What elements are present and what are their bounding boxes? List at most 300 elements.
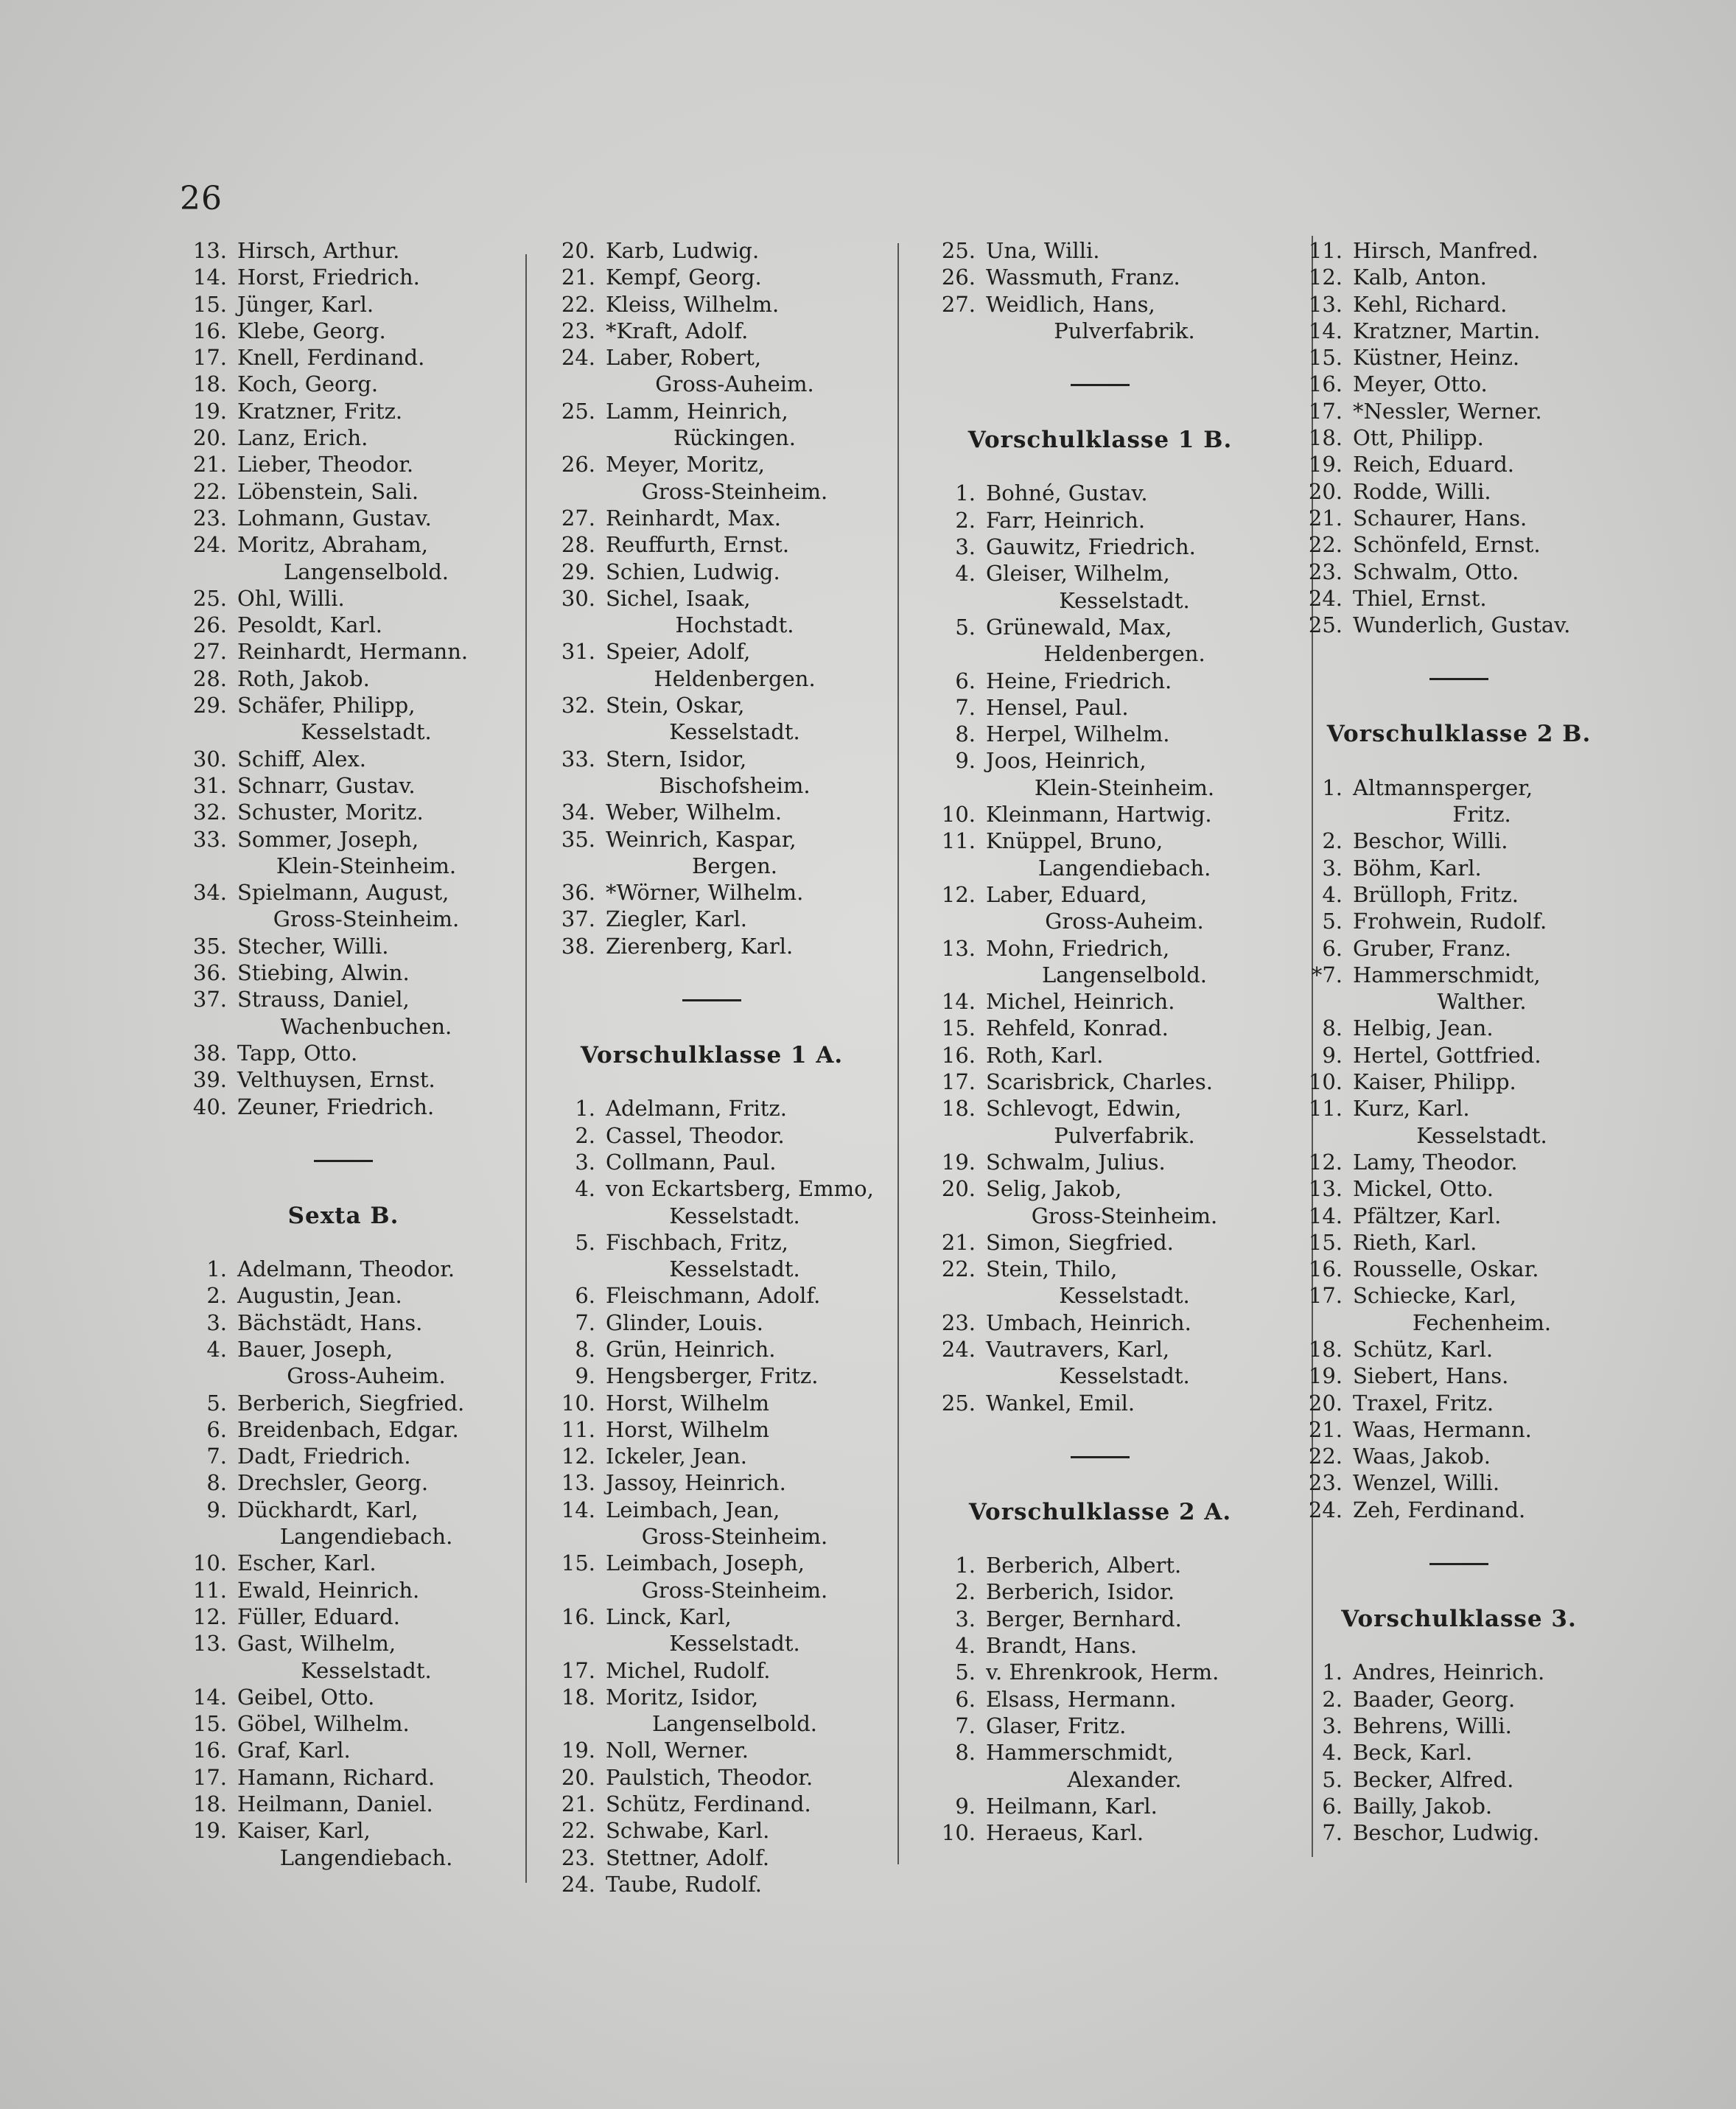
entry-number: 21.: [192, 452, 227, 478]
entry-name: Berberich, Siegfried.: [237, 1390, 465, 1416]
entry-name: Kempf, Georg.: [606, 265, 762, 290]
entry-number: 3.: [1322, 1713, 1343, 1738]
entry-number: 35.: [192, 933, 227, 959]
entry-number: 17.: [192, 345, 227, 371]
list-item: [550, 1390, 874, 1416]
entry-name: Cassel, Theodor.: [606, 1122, 785, 1148]
entry-number: 12.: [192, 1603, 227, 1629]
list-item: [550, 746, 874, 772]
entry-name: Rieth, Karl.: [1353, 1229, 1477, 1255]
list-item: [1297, 371, 1621, 397]
column-rule: [897, 243, 899, 1864]
entry-location: Kesselstadt.: [669, 1631, 800, 1657]
entry-name: Wankel, Emil.: [986, 1390, 1135, 1416]
spacer: [1297, 1632, 1621, 1659]
entry-number: 25.: [192, 585, 227, 611]
list-item: [927, 1632, 1273, 1659]
entry-location: Klein-Steinheim.: [276, 853, 457, 878]
entry-name: Hertel, Gottfried.: [1353, 1042, 1541, 1068]
entry-name: Gauwitz, Friedrich.: [986, 534, 1196, 560]
entry-name: Horst, Wilhelm: [606, 1416, 770, 1442]
entry-name: Drechsler, Georg.: [237, 1470, 429, 1496]
entry-number: 14.: [561, 1497, 595, 1522]
list-item: [550, 398, 874, 424]
entry-name: Elsass, Hermann.: [986, 1686, 1177, 1712]
list-item: [1297, 1713, 1621, 1739]
list-item: [1297, 291, 1621, 318]
entry-number: 19.: [192, 398, 227, 424]
section-divider: [1297, 665, 1621, 694]
list-item: [1297, 935, 1621, 962]
entry-number: 5.: [955, 1659, 976, 1685]
entry-number: 13.: [941, 935, 976, 961]
entry-number: 11.: [1308, 1096, 1343, 1122]
entry-name: *Wörner, Wilhelm.: [606, 880, 804, 906]
list-item: [927, 534, 1273, 560]
spacer: [927, 344, 1273, 371]
entry-number: 22.: [561, 291, 595, 317]
list-item: [927, 1739, 1273, 1766]
entry-name: Stein, Oskar,: [606, 693, 745, 718]
entry-number: 21.: [1308, 1416, 1343, 1442]
list-item: [550, 799, 874, 825]
entry-name: Gruber, Franz.: [1353, 935, 1511, 961]
entry-number: 17.: [1308, 398, 1343, 424]
entry-number: 16.: [941, 1042, 976, 1068]
spacer: [181, 1176, 505, 1203]
entry-number: 7.: [575, 1309, 595, 1335]
entry-location: Gross-Steinheim.: [641, 1577, 828, 1603]
entry-name: Simon, Siegfried.: [986, 1229, 1174, 1255]
list-item: [181, 344, 505, 371]
list-item: [550, 1684, 874, 1710]
list-item: [181, 638, 505, 665]
entry-name: Graf, Karl.: [237, 1738, 351, 1763]
entry-name: Schwalm, Otto.: [1353, 559, 1519, 584]
list-item: [1297, 344, 1621, 371]
entry-number: 23.: [941, 1309, 976, 1335]
spacer: [927, 1472, 1273, 1499]
list-item: [181, 371, 505, 397]
entry-name: Augustin, Jean.: [237, 1283, 402, 1309]
list-item: [1297, 1069, 1621, 1095]
entry-number: 12.: [1308, 1149, 1343, 1175]
entry-number: 1.: [1322, 1659, 1343, 1685]
entry-name: Selig, Jakob,: [986, 1176, 1122, 1202]
entry-name: Spielmann, August,: [237, 880, 449, 906]
list-item: [550, 1416, 874, 1443]
entry-number: 23.: [1308, 559, 1343, 584]
list-item: [1297, 1739, 1621, 1766]
list-item: [550, 1469, 874, 1496]
entry-number: 10.: [941, 802, 976, 828]
entry-number: 16.: [1308, 1256, 1343, 1282]
list-item: [927, 1390, 1273, 1416]
entry-number: 11.: [561, 1416, 595, 1442]
entry-number: 8.: [206, 1470, 227, 1496]
entry-name: Berberich, Isidor.: [986, 1579, 1175, 1605]
list-item: [181, 1066, 505, 1093]
entry-name: Kratzner, Fritz.: [237, 398, 403, 424]
entry-number: 28.: [561, 532, 595, 558]
entry-location: Langenselbold.: [283, 559, 449, 584]
list-item: [927, 1713, 1273, 1739]
entry-number: 6.: [1322, 935, 1343, 961]
entry-number: 10.: [941, 1820, 976, 1846]
list-item: [181, 959, 505, 986]
list-item: [550, 933, 874, 959]
entry-number: 17.: [941, 1069, 976, 1095]
entry-location: Bergen.: [692, 853, 777, 878]
entry-number: 19.: [1308, 1363, 1343, 1389]
entry-name: Leimbach, Joseph,: [606, 1550, 805, 1576]
entry-name: Tapp, Otto.: [237, 1040, 358, 1066]
entry-number: 17.: [1308, 1283, 1343, 1309]
list-item: [1297, 1469, 1621, 1496]
entry-number: 20.: [561, 238, 595, 263]
entry-name: Weinrich, Kaspar,: [606, 826, 797, 852]
list-item: [1297, 1095, 1621, 1122]
entry-location: Rückingen.: [673, 425, 796, 451]
entry-name: Horst, Friedrich.: [237, 265, 420, 290]
list-item: [927, 1659, 1273, 1685]
entry-location: Heldenbergen.: [1043, 641, 1205, 667]
entry-number: 21.: [1308, 505, 1343, 531]
entry-number: 30.: [561, 585, 595, 611]
list-item: [1297, 908, 1621, 934]
list-item: [927, 1229, 1273, 1256]
entry-number: 4.: [955, 561, 976, 587]
entry-name: Beck, Karl.: [1353, 1740, 1473, 1766]
entry-name: Baader, Georg.: [1353, 1686, 1516, 1712]
entry-number: *7.: [1311, 962, 1343, 987]
entry-number: 32.: [561, 693, 595, 718]
entry-name: Mohn, Friedrich,: [986, 935, 1170, 961]
entry-location: Kesselstadt.: [1059, 1363, 1190, 1389]
entry-location: Langenselbold.: [651, 1711, 818, 1737]
entry-name: Umbach, Heinrich.: [986, 1309, 1191, 1335]
entry-name: Meyer, Otto.: [1353, 371, 1488, 397]
list-item: [1297, 1282, 1621, 1309]
entry-number: 27.: [192, 639, 227, 665]
list-item: [550, 1443, 874, 1469]
entry-name: Sichel, Isaak,: [606, 585, 751, 611]
entry-number: 25.: [941, 1390, 976, 1416]
entry-number: 3.: [955, 534, 976, 560]
entry-number: 9.: [955, 748, 976, 774]
spacer: [181, 1229, 505, 1256]
entry-location: Kesselstadt.: [1416, 1122, 1547, 1148]
entry-name: Zierenberg, Karl.: [606, 933, 794, 959]
entry-name: Siebert, Hans.: [1353, 1363, 1509, 1389]
entry-name: *Nessler, Werner.: [1353, 398, 1542, 424]
entry-location: Bischofsheim.: [659, 772, 811, 798]
column-3: [927, 237, 1273, 1846]
list-item: [927, 988, 1273, 1015]
entry-number: 5.: [1322, 1766, 1343, 1792]
list-item: [181, 826, 505, 853]
entry-name: Weber, Wilhelm.: [606, 800, 783, 825]
entry-location: Kesselstadt.: [301, 719, 432, 745]
column-2: [550, 237, 874, 1898]
list-item: [1297, 1686, 1621, 1713]
entry-name: Speier, Adolf,: [606, 639, 751, 665]
entry-name: Schönfeld, Ernst.: [1353, 532, 1541, 558]
list-item: [181, 1336, 505, 1363]
entry-number: 22.: [192, 478, 227, 504]
entry-number: 17.: [561, 1657, 595, 1683]
entry-name: Beschor, Willi.: [1353, 828, 1508, 854]
list-item: [181, 933, 505, 959]
list-item: [1297, 1015, 1621, 1041]
spacer: [550, 959, 874, 986]
list-item: [181, 291, 505, 318]
entry-number: 2.: [575, 1122, 595, 1148]
entry-number: 7.: [1322, 1820, 1343, 1846]
list-item: [927, 237, 1273, 264]
entry-number: 26.: [192, 612, 227, 638]
list-item: [181, 451, 505, 478]
entry-name: Roth, Karl.: [986, 1042, 1104, 1068]
entry-number: 14.: [941, 989, 976, 1015]
list-item: [550, 1817, 874, 1844]
list-item: [181, 1416, 505, 1443]
list-item: [1297, 828, 1621, 854]
entry-number: 18.: [1308, 425, 1343, 451]
entry-number: 9.: [206, 1497, 227, 1522]
entry-number: 6.: [575, 1283, 595, 1309]
list-item: [550, 1095, 874, 1122]
list-item: [1297, 505, 1621, 531]
entry-name: Pfältzer, Karl.: [1353, 1203, 1502, 1228]
list-item: [181, 1282, 505, 1309]
list-item: [927, 1149, 1273, 1175]
entry-location: Kesselstadt.: [669, 1203, 800, 1228]
entry-number: 21.: [561, 265, 595, 290]
list-item: [181, 665, 505, 692]
list-item: [1297, 1497, 1621, 1523]
entry-number: 22.: [941, 1256, 976, 1282]
entry-number: 8.: [955, 721, 976, 747]
entry-number: 22.: [1308, 1444, 1343, 1469]
list-item: [181, 318, 505, 344]
entry-name: Gleiser, Wilhelm,: [986, 561, 1170, 587]
entry-number: 18.: [192, 1791, 227, 1817]
entry-name: v. Ehrenkrook, Herm.: [986, 1659, 1219, 1685]
list-item: [1297, 1363, 1621, 1389]
entry-name: Adelmann, Fritz.: [606, 1096, 787, 1122]
entry-name: Horst, Wilhelm: [606, 1390, 770, 1416]
page-number: 26: [180, 180, 223, 217]
entry-name: Lieber, Theodor.: [237, 452, 414, 478]
section-divider: [181, 1147, 505, 1176]
entry-number: 13.: [192, 1631, 227, 1657]
spacer: [550, 1069, 874, 1095]
entry-name: Thiel, Ernst.: [1353, 585, 1487, 611]
spacer: [1297, 748, 1621, 774]
list-item: [927, 1606, 1273, 1632]
list-item: [927, 1552, 1273, 1578]
entry-name: Schütz, Ferdinand.: [606, 1791, 811, 1817]
list-item: [550, 505, 874, 531]
entry-number: 16.: [192, 1738, 227, 1763]
entry-number: 14.: [1308, 1203, 1343, 1228]
entry-name: Meyer, Moritz,: [606, 452, 765, 478]
entry-name: Hammerschmidt,: [1353, 962, 1541, 987]
list-item: [550, 1282, 874, 1309]
entry-name: Wunderlich, Gustav.: [1353, 612, 1571, 638]
entry-location: Kesselstadt.: [301, 1657, 432, 1683]
list-item: [181, 505, 505, 531]
list-item: [1297, 1229, 1621, 1256]
entry-name: Reich, Eduard.: [1353, 452, 1514, 478]
list-item: [550, 559, 874, 585]
entry-name: Küstner, Heinz.: [1353, 345, 1520, 371]
entry-number: 19.: [941, 1149, 976, 1175]
list-item: [550, 1603, 874, 1630]
entry-number: 2.: [1322, 828, 1343, 854]
list-item: [1297, 1336, 1621, 1363]
entry-name: Adelmann, Theodor.: [237, 1256, 455, 1282]
entry-name: Lamy, Theodor.: [1353, 1149, 1518, 1175]
entry-name: Schütz, Karl.: [1353, 1336, 1494, 1362]
entry-name: Mickel, Otto.: [1353, 1176, 1494, 1202]
entry-number: 29.: [192, 693, 227, 718]
entry-name: Ziegler, Karl.: [606, 906, 748, 932]
entry-number: 38.: [192, 1040, 227, 1066]
entry-name: Hamann, Richard.: [237, 1764, 435, 1790]
list-item: [550, 1791, 874, 1817]
entry-number: 36.: [561, 880, 595, 906]
entry-number: 19.: [561, 1738, 595, 1763]
entry-location: Langendiebach.: [1037, 855, 1211, 881]
entry-number: 23.: [192, 505, 227, 531]
entry-number: 23.: [561, 318, 595, 343]
list-item: [181, 1094, 505, 1120]
list-item: [181, 585, 505, 612]
entry-name: Una, Willi.: [986, 238, 1100, 263]
list-item: [927, 801, 1273, 828]
entry-number: 1.: [575, 1096, 595, 1122]
list-item: [550, 1363, 874, 1389]
entry-number: 26.: [941, 265, 976, 290]
entry-name: Kaiser, Philipp.: [1353, 1069, 1516, 1095]
list-item: [181, 1443, 505, 1469]
list-item: [181, 398, 505, 424]
list-item: [927, 1578, 1273, 1605]
entry-number: 20.: [192, 425, 227, 451]
spacer: [927, 400, 1273, 427]
list-item: [181, 1817, 505, 1844]
entry-number: 33.: [561, 746, 595, 772]
spacer: [927, 453, 1273, 480]
entry-name: Hengsberger, Fritz.: [606, 1363, 819, 1389]
entry-name: Traxel, Fritz.: [1353, 1390, 1494, 1416]
entry-name: Rehfeld, Konrad.: [986, 1015, 1169, 1041]
list-item: [1297, 478, 1621, 505]
entry-number: 5.: [955, 614, 976, 640]
entry-name: Fischbach, Fritz,: [606, 1229, 788, 1255]
list-item: [181, 237, 505, 264]
entry-name: Kleinmann, Hartwig.: [986, 802, 1212, 828]
entry-name: Hammerschmidt,: [986, 1740, 1174, 1766]
entry-name: Berberich, Albert.: [986, 1553, 1182, 1578]
entry-name: Roth, Jakob.: [237, 665, 370, 691]
entry-number: 24.: [941, 1336, 976, 1362]
entry-name: Lamm, Heinrich,: [606, 398, 788, 424]
list-item: [550, 531, 874, 558]
list-item: [181, 531, 505, 558]
entry-name: Scarisbrick, Charles.: [986, 1069, 1213, 1095]
list-item: [550, 879, 874, 906]
entry-name: Helbig, Jean.: [1353, 1015, 1494, 1041]
entry-name: Schuster, Moritz.: [237, 800, 424, 825]
entry-name: *Kraft, Adolf.: [606, 318, 749, 343]
spacer: [550, 1015, 874, 1042]
entry-name: Heraeus, Karl.: [986, 1820, 1144, 1846]
entry-number: 1.: [955, 480, 976, 506]
entry-number: 10.: [1308, 1069, 1343, 1095]
list-item: [550, 318, 874, 344]
entry-name: Reinhardt, Max.: [606, 505, 781, 531]
entry-name: Laber, Robert,: [606, 345, 762, 371]
list-item: [181, 1710, 505, 1737]
spacer: [1297, 1523, 1621, 1550]
entry-name: Ewald, Heinrich.: [237, 1577, 420, 1603]
entry-location: Fritz.: [1452, 802, 1511, 828]
entry-name: Linck, Karl,: [606, 1603, 732, 1629]
entry-name: Jünger, Karl.: [237, 291, 374, 317]
entry-location: Kesselstadt.: [669, 1256, 800, 1282]
entry-number: 39.: [192, 1067, 227, 1093]
list-item: [927, 560, 1273, 587]
entry-number: 25.: [561, 398, 595, 424]
entry-number: 3.: [206, 1309, 227, 1335]
entry-name: Beschor, Ludwig.: [1353, 1820, 1540, 1846]
list-item: [927, 1042, 1273, 1069]
list-item: [550, 1871, 874, 1898]
list-item: [181, 1550, 505, 1576]
list-item: [1297, 881, 1621, 908]
entry-name: Pesoldt, Karl.: [237, 612, 382, 638]
entry-name: Grün, Heinrich.: [606, 1336, 776, 1362]
list-item: [1297, 585, 1621, 612]
entry-number: 13.: [192, 238, 227, 263]
list-item: [927, 1095, 1273, 1122]
entry-number: 33.: [192, 826, 227, 852]
list-item: [1297, 1149, 1621, 1175]
entry-number: 35.: [561, 826, 595, 852]
entry-name: Dadt, Friedrich.: [237, 1444, 411, 1469]
entry-name: Herpel, Wilhelm.: [986, 721, 1170, 747]
section-heading: Vorschulklasse 3.: [1341, 1606, 1577, 1633]
list-item: [550, 291, 874, 318]
list-item: [927, 694, 1273, 721]
entry-number: 2.: [1322, 1686, 1343, 1712]
list-item: [550, 1229, 874, 1256]
entry-number: 6.: [1322, 1793, 1343, 1819]
list-item: [1297, 1819, 1621, 1846]
list-item: [927, 1793, 1273, 1819]
list-item: [927, 828, 1273, 854]
entry-name: Stiebing, Alwin.: [237, 960, 410, 986]
entry-number: 16.: [561, 1603, 595, 1629]
spacer: [1297, 1579, 1621, 1606]
entry-number: 8.: [955, 1740, 976, 1766]
divider-line: [1429, 1563, 1488, 1565]
entry-number: 3.: [955, 1606, 976, 1631]
list-item: [1297, 855, 1621, 881]
